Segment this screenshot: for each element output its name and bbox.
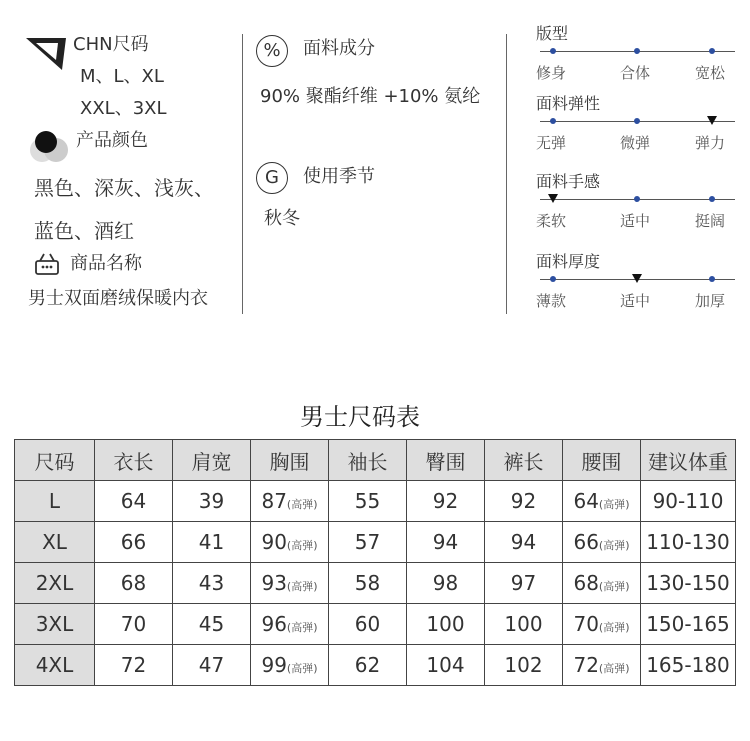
size-table: [14, 439, 736, 686]
table-cell: 100: [485, 604, 563, 645]
color-list-line1: 黑色、深灰、浅灰、: [34, 176, 214, 200]
table-cell: 43: [173, 563, 251, 604]
table-cell: 94: [407, 522, 485, 563]
table-row: [15, 645, 736, 686]
scale-title: 面料手感: [536, 172, 601, 191]
scale-label: 适中: [620, 292, 651, 310]
table-cell: 58: [329, 563, 407, 604]
table-cell: 92: [485, 481, 563, 522]
table-cell: 70(高弹): [563, 604, 641, 645]
table-cell: 45: [173, 604, 251, 645]
color-heading: 产品颜色: [76, 130, 148, 151]
high-stretch-note: (高弹): [286, 498, 318, 511]
size-list-line1: M、L、XL: [80, 66, 164, 87]
table-cell: 72: [95, 645, 173, 686]
table-cell: 70: [95, 604, 173, 645]
table-cell: 2XL: [15, 563, 95, 604]
table-row: [15, 604, 736, 645]
scale-dot: [709, 48, 715, 54]
table-cell: 96(高弹): [251, 604, 329, 645]
table-cell: 90(高弹): [251, 522, 329, 563]
high-stretch-note: (高弹): [598, 580, 630, 593]
scale-selected-marker: [632, 274, 642, 283]
table-cell: 64(高弹): [563, 481, 641, 522]
high-stretch-note: (高弹): [598, 662, 630, 675]
scale-title: 版型: [536, 24, 569, 43]
scale-label: 加厚: [695, 292, 726, 310]
scale-selected-marker: [548, 194, 558, 203]
size-table-title: 男士尺码表: [300, 403, 420, 431]
season-badge-icon: [256, 162, 288, 194]
scale-label: 宽松: [695, 64, 726, 82]
table-cell: 165-180: [641, 645, 736, 686]
table-cell: 3XL: [15, 604, 95, 645]
scale-dot: [709, 196, 715, 202]
scale-0: [536, 24, 735, 86]
table-row: [15, 563, 736, 604]
table-cell: 72(高弹): [563, 645, 641, 686]
high-stretch-note: (高弹): [286, 662, 318, 675]
size-heading: CHN尺码: [73, 34, 149, 55]
table-cell: 4XL: [15, 645, 95, 686]
scale-selected-marker: [707, 116, 717, 125]
scale-label: 合体: [620, 64, 651, 82]
table-cell: L: [15, 481, 95, 522]
column-header: 肩宽: [173, 440, 251, 481]
fabric-value: 90% 聚酯纤维 +10% 氨纶: [260, 86, 481, 107]
table-cell: 92: [407, 481, 485, 522]
scale-dot: [634, 118, 640, 124]
high-stretch-note: (高弹): [598, 539, 630, 552]
table-header-row: [15, 440, 736, 481]
scale-dot: [709, 276, 715, 282]
scale-label: 柔软: [536, 212, 567, 230]
table-cell: 64: [95, 481, 173, 522]
table-cell: 130-150: [641, 563, 736, 604]
column-header: 胸围: [251, 440, 329, 481]
scale-label: 适中: [620, 212, 651, 230]
scale-dot: [634, 196, 640, 202]
column-header: 裤长: [485, 440, 563, 481]
table-cell: 94: [485, 522, 563, 563]
table-cell: 90-110: [641, 481, 736, 522]
table-cell: 57: [329, 522, 407, 563]
divider-right: [506, 34, 507, 314]
scale-dot: [550, 118, 556, 124]
percent-badge-icon: [256, 35, 288, 67]
basket-icon: [34, 252, 60, 276]
table-cell: 68: [95, 563, 173, 604]
column-header: 袖长: [329, 440, 407, 481]
table-cell: 60: [329, 604, 407, 645]
scale-label: 挺阔: [695, 212, 726, 230]
scale-title: 面料弹性: [536, 94, 601, 113]
high-stretch-note: (高弹): [286, 580, 318, 593]
season-heading: 使用季节: [303, 166, 375, 187]
scale-label: 无弹: [536, 134, 567, 152]
table-cell: XL: [15, 522, 95, 563]
table-cell: 66: [95, 522, 173, 563]
table-cell: 98: [407, 563, 485, 604]
table-cell: 110-130: [641, 522, 736, 563]
table-cell: 104: [407, 645, 485, 686]
high-stretch-note: (高弹): [286, 621, 318, 634]
fabric-heading: 面料成分: [303, 38, 375, 59]
table-cell: 39: [173, 481, 251, 522]
table-cell: 41: [173, 522, 251, 563]
high-stretch-note: (高弹): [598, 621, 630, 634]
scale-label: 修身: [536, 64, 567, 82]
percent-badge-text: %: [263, 40, 281, 61]
color-circles-icon: [28, 128, 70, 164]
scale-dot: [550, 48, 556, 54]
divider-left: [242, 34, 243, 314]
scale-title: 面料厚度: [536, 252, 601, 271]
size-list-line2: XXL、3XL: [80, 98, 167, 119]
table-cell: 97: [485, 563, 563, 604]
scale-dot: [550, 276, 556, 282]
table-cell: 47: [173, 645, 251, 686]
column-header: 尺码: [15, 440, 95, 481]
season-badge-text: G: [265, 167, 279, 188]
high-stretch-note: (高弹): [286, 539, 318, 552]
table-row: [15, 522, 736, 563]
column-header: 臀围: [407, 440, 485, 481]
column-header: 建议体重: [641, 440, 736, 481]
scale-label: 薄款: [536, 292, 567, 310]
column-header: 腰围: [563, 440, 641, 481]
scale-3: [536, 252, 735, 314]
color-list-line2: 蓝色、酒红: [34, 219, 134, 243]
table-cell: 150-165: [641, 604, 736, 645]
table-cell: 62: [329, 645, 407, 686]
scale-dot: [634, 48, 640, 54]
table-cell: 68(高弹): [563, 563, 641, 604]
table-cell: 55: [329, 481, 407, 522]
table-cell: 66(高弹): [563, 522, 641, 563]
product-name-value: 男士双面磨绒保暖内衣: [28, 288, 208, 309]
column-header: 衣长: [95, 440, 173, 481]
table-cell: 99(高弹): [251, 645, 329, 686]
table-row: [15, 481, 736, 522]
scale-label: 弹力: [695, 134, 726, 152]
table-cell: 100: [407, 604, 485, 645]
table-cell: 93(高弹): [251, 563, 329, 604]
table-cell: 87(高弹): [251, 481, 329, 522]
product-name-heading: 商品名称: [70, 253, 142, 274]
season-value: 秋冬: [264, 208, 300, 229]
scale-label: 微弹: [620, 134, 651, 152]
high-stretch-note: (高弹): [598, 498, 630, 511]
table-cell: 102: [485, 645, 563, 686]
scale-2: [536, 172, 735, 234]
set-square-icon: [26, 38, 66, 70]
scale-1: [536, 94, 735, 156]
